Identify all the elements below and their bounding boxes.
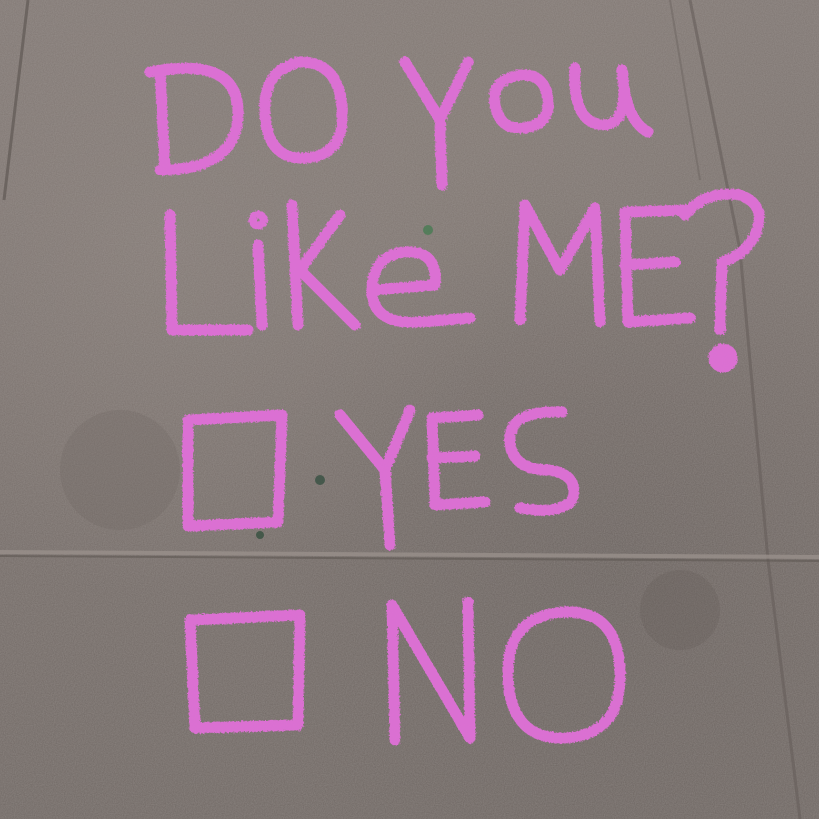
checkbox-yes: [188, 415, 282, 526]
chalk-word-no: [392, 602, 620, 740]
chalk-word-yes: [340, 410, 574, 545]
chalk-word-do: [150, 62, 342, 170]
chalk-word-me: [520, 194, 759, 367]
chalk-word-like: [170, 205, 470, 330]
chalk-word-you: [405, 62, 648, 185]
checkbox-no: [190, 615, 300, 728]
